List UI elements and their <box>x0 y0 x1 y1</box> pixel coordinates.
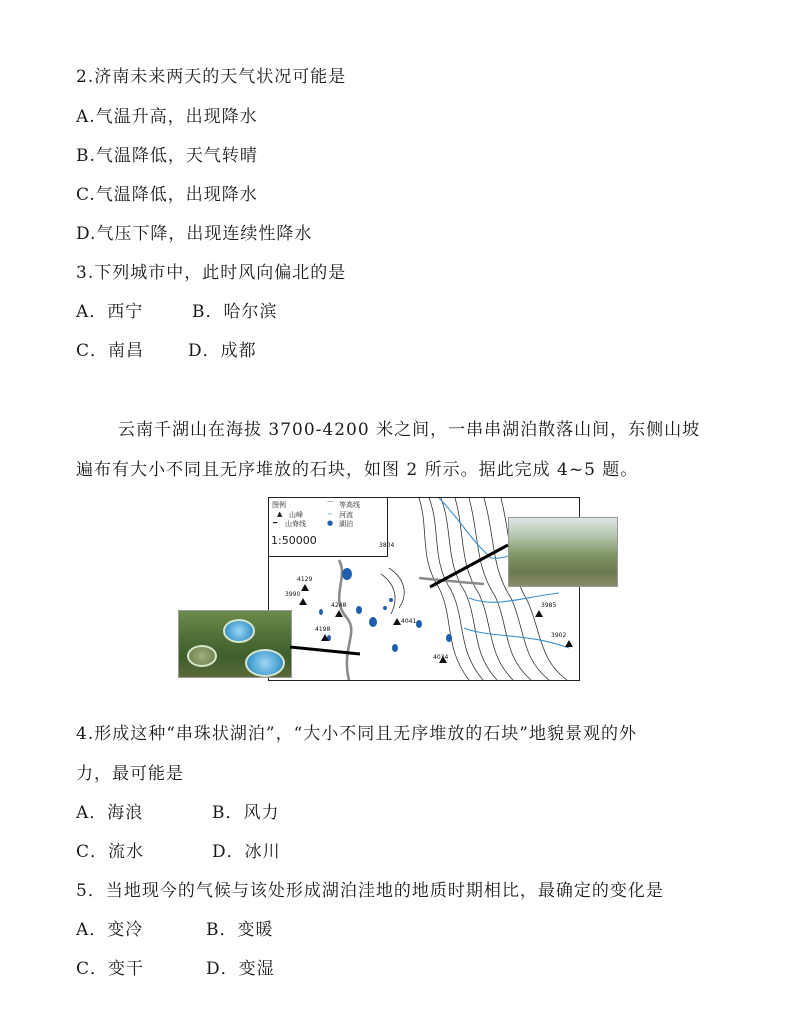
figure-2-map <box>178 497 618 679</box>
legend-peak: 山峰 <box>289 511 303 519</box>
ridge-line-icon: ━ <box>273 519 278 527</box>
q3-option-b: B．哈尔滨 <box>192 302 278 322</box>
passage-line-2: 遍布有大小不同且无序堆放的石块，如图 2 所示。据此完成 4~5 题。 <box>76 460 639 480</box>
lake-icon: ● <box>327 519 334 527</box>
q4-option-c: C．流水 <box>76 842 145 862</box>
lake-photo-shape <box>187 645 217 667</box>
q5-option-d: D．变湿 <box>206 959 275 979</box>
q3-option-c: C．南昌 <box>76 341 145 361</box>
q2-option-b: B.气温降低，天气转晴 <box>76 146 258 166</box>
peak-icon: ▲ <box>277 510 283 518</box>
legend-title: 图例 <box>272 501 286 509</box>
q5-option-b: B．变暖 <box>206 920 274 940</box>
river-icon: ∼ <box>327 510 333 518</box>
q5-stem: 5．当地现今的气候与该处形成湖泊洼地的地质时期相比，最确定的变化是 <box>76 881 664 901</box>
q3-option-a: A．西宁 <box>76 302 144 322</box>
q2-stem: 2.济南未来两天的天气状况可能是 <box>76 67 347 87</box>
q4-option-b: B．风力 <box>212 803 280 823</box>
elevation-label: 3902 <box>551 632 567 639</box>
map-legend <box>269 498 388 557</box>
elevation-label: 4248 <box>331 602 347 609</box>
elevation-label: 3990 <box>285 591 301 598</box>
q4-stem-line-1: 4.形成这种“串珠状湖泊”，“大小不同且无序堆放的石块”地貌景观的外 <box>76 724 637 744</box>
photo-boulders <box>508 517 618 587</box>
q4-option-d: D．冰川 <box>212 842 281 862</box>
lake-photo-shape <box>223 619 255 643</box>
q2-option-c: C.气温降低，出现降水 <box>76 185 258 205</box>
lake-photo-shape <box>245 649 285 677</box>
q2-option-a: A.气温升高，出现降水 <box>76 107 258 127</box>
q3-option-d: D．成都 <box>188 341 257 361</box>
legend-lake: 湖泊 <box>339 520 353 528</box>
legend-contour: 等高线 <box>339 501 360 509</box>
q5-option-a: A．变冷 <box>76 920 144 940</box>
photo-lakes <box>178 610 292 678</box>
elevation-label: 4198 <box>315 626 331 633</box>
q4-stem-line-2: 力，最可能是 <box>76 764 184 784</box>
passage-line-1: 云南千湖山在海拔 3700-4200 米之间，一串串湖泊散落山间，东侧山坡 <box>118 420 701 440</box>
q5-option-c: C．变干 <box>76 959 145 979</box>
map-scale: 1:50000 <box>271 534 317 547</box>
contour-line-icon: ⌒ <box>327 501 334 509</box>
q4-option-a: A．海浪 <box>76 803 144 823</box>
legend-ridge: 山脊线 <box>285 520 306 528</box>
elevation-label: 4129 <box>297 576 313 583</box>
elevation-label: 3804 <box>379 542 395 549</box>
legend-river: 河流 <box>339 511 353 519</box>
q3-stem: 3.下列城市中，此时风向偏北的是 <box>76 263 347 283</box>
elevation-label: 4041 <box>401 618 417 625</box>
elevation-label: 4034 <box>433 654 449 661</box>
elevation-label: 3985 <box>541 602 557 609</box>
q2-option-d: D.气压下降，出现连续性降水 <box>76 224 313 244</box>
